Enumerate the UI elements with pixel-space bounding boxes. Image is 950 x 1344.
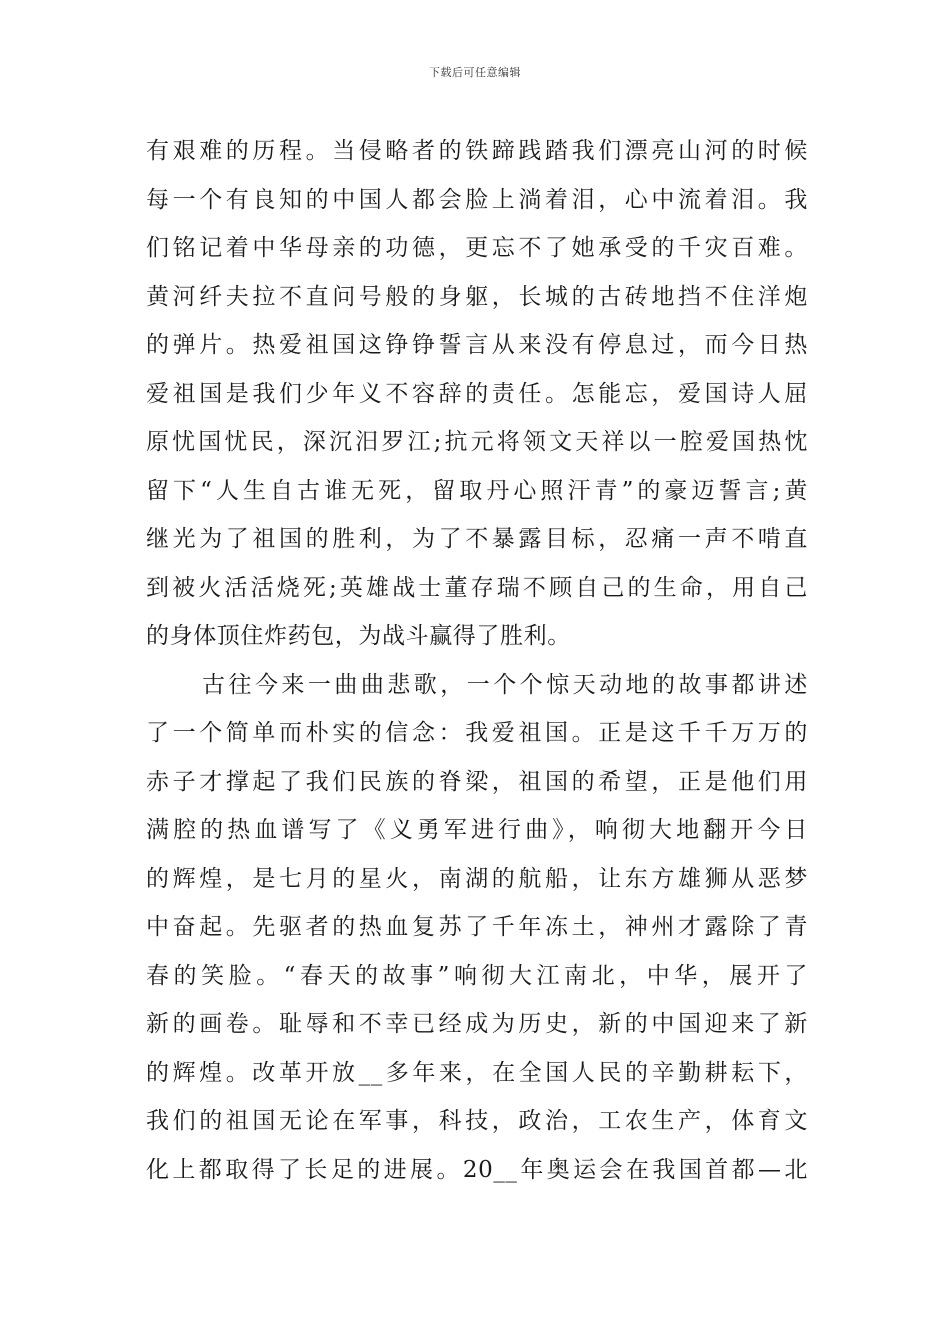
text-line: 春的笑脸。“春天的故事”响彻大江南北，中华，展开了 <box>146 962 808 989</box>
text-line: 每一个有良知的中国人都会脸上淌着泪，心中流着泪。我 <box>146 186 808 213</box>
text-line: 我们的祖国无论在军事，科技，政治，工农生产，体育文 <box>146 1108 808 1134</box>
text-line: 新的画卷。耻辱和不幸已经成为历史，新的中国迎来了新 <box>146 1011 808 1037</box>
text-line: 留下“人生自古谁无死，留取丹心照汗青”的豪迈誓言;黄 <box>146 477 808 504</box>
text-line: 的身体顶住炸药包，为战斗赢得了胜利。 <box>146 623 571 649</box>
text-line: 爱祖国是我们少年义不容辞的责任。怎能忘，爱国诗人屈 <box>146 380 808 407</box>
text-line: 们铭记着中华母亲的功德，更忘不了她承受的千灾百难。 <box>146 235 808 261</box>
text-line: 黄河纤夫拉不直问号般的身躯，长城的古砖地挡不住洋炮 <box>146 283 808 310</box>
text-line: 到被火活活烧死;英雄战士董存瑞不顾自己的生命，用自己 <box>146 574 808 601</box>
document-body <box>146 127 808 1194</box>
text-line: 继光为了祖国的胜利，为了不暴露目标，忍痛一声不啃直 <box>146 526 808 552</box>
text-line: 原忧国忧民，深沉汨罗江;抗元将领文天祥以一腔爱国热忱 <box>146 429 808 455</box>
text-line: 的辉煌，是七月的星火，南湖的航船，让东方雄狮从恶梦 <box>146 865 808 892</box>
text-line: 中奋起。先驱者的热血复苏了千年冻土，神州才露除了青 <box>146 914 808 940</box>
text-line: 了一个简单而朴实的信念：我爱祖国。正是这千千万万的 <box>146 720 808 746</box>
text-line: 有艰难的历程。当侵略者的铁蹄践踏我们漂亮山河的时候 <box>146 138 808 164</box>
page-header: 下载后可任意编辑 <box>429 66 521 79</box>
text-line: 的弹片。热爱祖国这铮铮誓言从来没有停息过，而今日热 <box>146 332 808 358</box>
text-line: 赤子才撑起了我们民族的脊梁，祖国的希望，正是他们用 <box>146 768 808 795</box>
paragraph-first-line: 古往今来一曲曲悲歌，一个个惊天动地的故事都讲述 <box>202 671 808 698</box>
text-line: 的辉煌。改革开放__多年来，在全国人民的辛勤耕耘下， <box>146 1059 808 1086</box>
text-line: 化上都取得了长足的进展。20__年奥运会在我国首都—北 <box>146 1156 808 1183</box>
text-line: 满腔的热血谱写了《义勇军进行曲》，响彻大地翻开今日 <box>146 817 808 843</box>
